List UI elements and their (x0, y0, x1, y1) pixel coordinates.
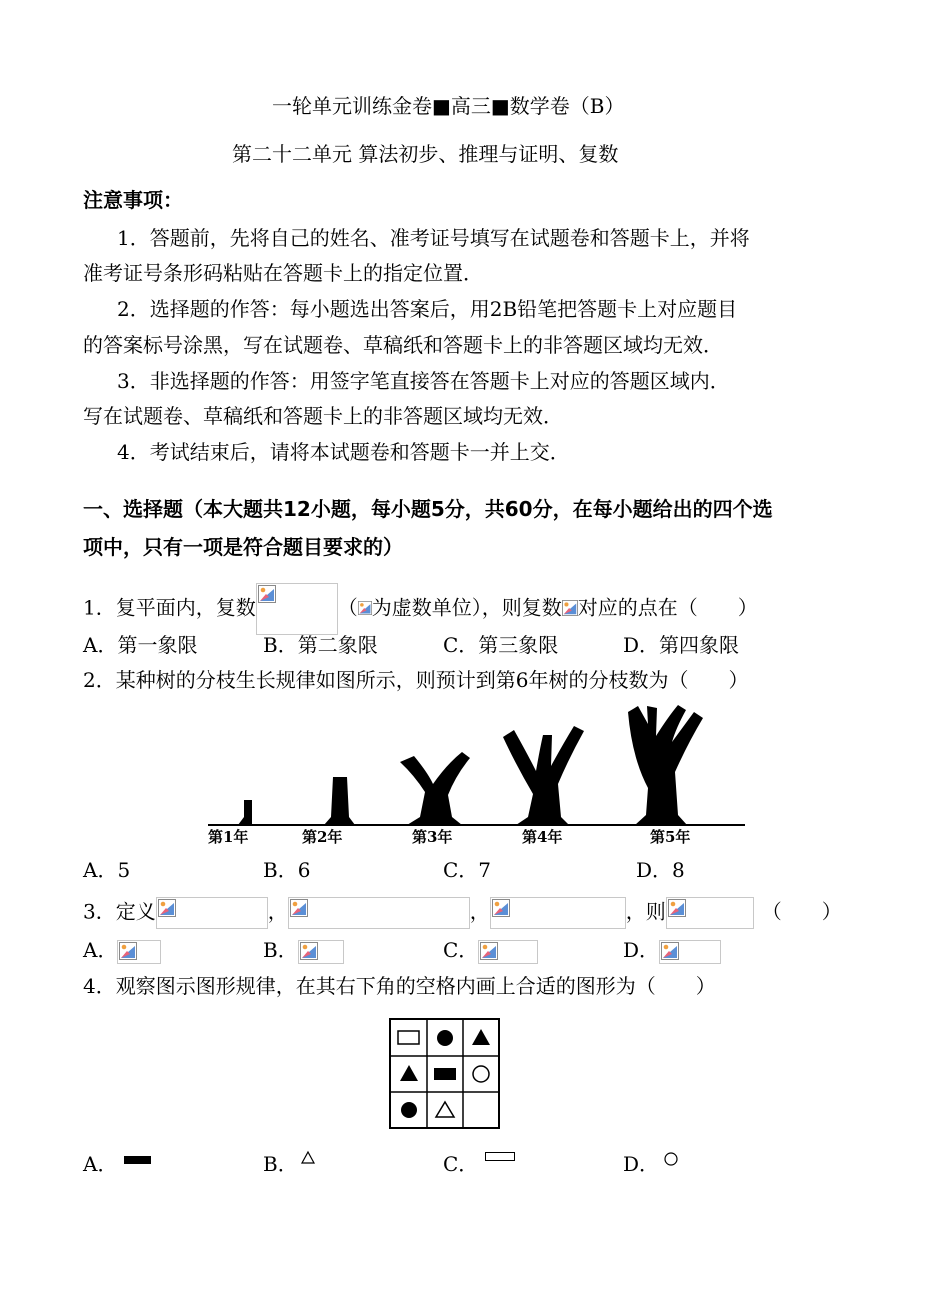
triangle-filled-icon (391, 1056, 427, 1092)
q1-text-1: 1．复平面内，复数 (83, 595, 256, 620)
notice-item-2-line-1: 2．选择题的作答：每小题选出答案后，用2B铅笔把答题卡上对应题目 (117, 297, 738, 321)
tree-year-5 (628, 705, 703, 825)
year-label-1: 第1年 (208, 828, 249, 846)
q3-option-c-image (478, 940, 538, 964)
q2-option-c: C．7 (443, 858, 492, 882)
broken-image-icon (492, 899, 510, 917)
q1-text-4: 对应的点在（ ） (577, 595, 758, 620)
q4-option-b-label: B． (263, 1152, 298, 1176)
rectangle-filled-icon (427, 1056, 463, 1092)
tree-year-1 (238, 800, 252, 825)
q3-text-define: 3．定义 (83, 899, 156, 924)
q4-option-a-label: A． (83, 1152, 118, 1176)
q4-option-d (623, 1152, 659, 1176)
tree-branch-figure (200, 700, 760, 850)
tree-year-2 (324, 777, 355, 825)
grid-cell-circle-outline (463, 1056, 500, 1093)
q1-text-2: （ (337, 595, 358, 620)
notice-heading: 注意事项： (83, 188, 183, 212)
year-label-2: 第2年 (302, 828, 343, 846)
q3-option-b (263, 938, 344, 964)
q3-sep-2: ， (469, 899, 490, 924)
q2-option-a: A．5 (83, 858, 131, 882)
notice-item-3-line-2: 写在试题卷、草稿纸和答题卡上的非答题区域均无效． (83, 404, 563, 428)
q3-option-b-label: B． (263, 938, 298, 962)
q4-option-a (83, 1152, 117, 1176)
q3-option-d-image (659, 940, 721, 964)
rectangle-outline-icon (391, 1020, 427, 1056)
circle-filled-icon (427, 1020, 463, 1056)
q1-formula-image (256, 583, 338, 635)
triangle-filled-icon (463, 1020, 499, 1056)
q1-i-image (358, 599, 372, 619)
q3-formula-image-3 (490, 897, 626, 929)
tree-year-3 (400, 752, 470, 825)
q2-option-b: B．6 (263, 858, 311, 882)
broken-image-icon (661, 942, 679, 960)
q1-option-c: C．第三象限 (443, 633, 559, 657)
grid-cell-triangle-filled (391, 1056, 428, 1093)
question-3-stem (83, 897, 842, 929)
circle-outline-icon (463, 1056, 499, 1092)
circle-outline-icon (662, 1150, 680, 1168)
year-label-3: 第3年 (412, 828, 453, 846)
broken-image-icon (562, 599, 578, 617)
q3-option-c-label: C． (443, 938, 479, 962)
notice-item-4: 4．考试结束后，请将本试题卷和答题卡一并上交． (117, 440, 570, 464)
broken-image-icon (358, 599, 372, 617)
unit-subtitle: 第二十二单元 算法初步、推理与证明、复数 (232, 142, 619, 166)
section-heading-line-2: 项中，只有一项是符合题目要求的） (83, 535, 403, 559)
exam-title: 一轮单元训练金卷■高三■数学卷（B） (272, 94, 625, 118)
tree-year-4 (503, 726, 584, 825)
q1-option-b: B．第二象限 (263, 633, 378, 657)
grid-cell-empty (463, 1092, 500, 1129)
q3-option-d (623, 938, 721, 964)
q1-option-d: D．第四象限 (623, 633, 740, 657)
grid-cell-triangle-outline (427, 1092, 464, 1129)
question-1-stem (83, 583, 758, 635)
q3-option-c (443, 938, 538, 964)
q3-option-b-image (298, 940, 344, 964)
rectangle-outline-icon (484, 1149, 518, 1163)
triangle-outline-icon (300, 1150, 318, 1166)
question-4-stem: 4．观察图示图形规律，在其右下角的空格内画上合适的图形为（ ） (83, 974, 716, 998)
q4-option-b (263, 1152, 298, 1176)
triangle-outline-icon (427, 1092, 463, 1128)
q4-option-c (443, 1152, 478, 1176)
q3-option-d-label: D． (623, 938, 660, 962)
q1-z-image (562, 599, 578, 619)
notice-item-1-line-2: 准考证号条形码粘贴在答题卡上的指定位置． (83, 261, 483, 285)
q1-text-3: 为虚数单位），则复数 (371, 595, 562, 620)
q3-formula-image-4 (666, 897, 754, 929)
q1-option-a: A．第一象限 (83, 633, 198, 657)
q3-option-a (83, 938, 161, 964)
year-label-5: 第5年 (650, 828, 691, 846)
grid-cell-triangle-filled (463, 1020, 500, 1057)
pattern-grid (389, 1018, 500, 1129)
notice-item-3-line-1: 3．非选择题的作答：用签字笔直接答在答题卡上对应的答题区域内． (117, 369, 730, 393)
circle-filled-icon (391, 1092, 427, 1128)
grid-cell-circle-filled (391, 1092, 428, 1129)
q3-formula-image-2 (288, 897, 470, 929)
q3-option-a-image (117, 940, 161, 964)
grid-cell-rectangle-filled (427, 1056, 464, 1093)
q4-option-c-label: C． (443, 1152, 479, 1176)
section-heading-line-1: 一、选择题（本大题共12小题，每小题5分，共60分，在每小题给出的四个选 (83, 497, 773, 521)
year-label-4: 第4年 (522, 828, 563, 846)
rectangle-filled-icon (122, 1152, 154, 1166)
q3-text-then: ，则 (625, 899, 666, 924)
broken-image-icon (258, 585, 276, 603)
broken-image-icon (119, 942, 137, 960)
broken-image-icon (158, 899, 176, 917)
notice-item-2-line-2: 的答案标号涂黑，写在试题卷、草稿纸和答题卡上的非答题区域均无效． (83, 333, 723, 357)
q2-option-d: D．8 (636, 858, 685, 882)
question-2-stem: 2．某种树的分枝生长规律如图所示，则预计到第6年树的分枝数为（ ） (83, 668, 749, 692)
q3-formula-image-1 (156, 897, 268, 929)
grid-cell-rectangle-outline (391, 1020, 428, 1057)
q4-option-d-label: D． (623, 1152, 660, 1176)
q3-text-paren: （ ） (761, 899, 842, 924)
q3-sep-1: ， (267, 899, 288, 924)
grid-cell-circle-filled (427, 1020, 464, 1057)
broken-image-icon (300, 942, 318, 960)
notice-item-1-line-1: 1．答题前，先将自己的姓名、准考证号填写在试题卷和答题卡上，并将 (117, 226, 750, 250)
broken-image-icon (668, 899, 686, 917)
broken-image-icon (290, 899, 308, 917)
broken-image-icon (480, 942, 498, 960)
q3-option-a-label: A． (83, 938, 118, 962)
